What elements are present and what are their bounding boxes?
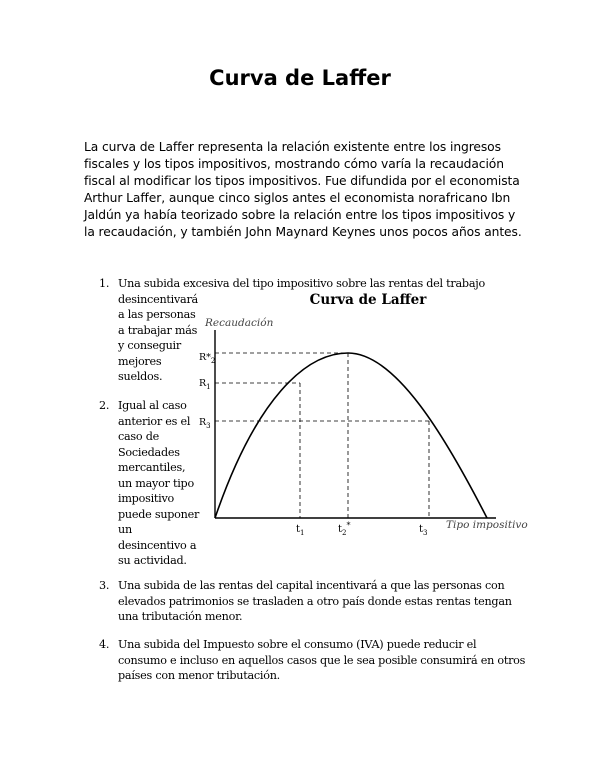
x-tick-t1: $t_1$: [296, 524, 305, 537]
y-tick-r1: $R_1$: [199, 378, 211, 391]
list-number-2: 2.: [99, 399, 110, 412]
laffer-curve: [215, 353, 487, 518]
x-axis-label: Tipo impositivo: [446, 519, 528, 531]
x-tick-t2: $t_2^*$: [338, 521, 351, 537]
list-item-3-text: Una subida de las rentas del capital incentivará a que las personas con elevados patrimonios se trasladen a otro país donde estas rentas tengan una tributación menor.: [118, 579, 512, 623]
list-number-1: 1.: [99, 277, 110, 290]
x-tick-t3: $t_3$: [419, 524, 428, 537]
list-number-3: 3.: [99, 579, 110, 592]
y-tick-r3: $R_3$: [199, 417, 211, 430]
document-title: Curva de Laffer: [209, 66, 391, 90]
laffer-curve-figure: [196, 288, 528, 538]
y-tick-r-star: $R*_2$: [199, 352, 216, 365]
list-item-2-text: Igual al caso anterior es el caso de Sociedades mercantiles, un mayor tipo impositivo puede suponer un desincentivo a su actividad.: [118, 399, 200, 567]
figure-title: Curva de Laffer: [309, 292, 427, 308]
list-item-1-line1: Una subida excesiva del tipo impositivo sobre las rentas del trabajo: [118, 277, 485, 290]
list-number-4: 4.: [99, 638, 110, 651]
y-axis-label: Recaudación: [205, 317, 274, 329]
intro-paragraph: La curva de Laffer representa la relación existente entre los ingresos fiscales y los tipos impositivos, mostrando cómo varía la recaudación fiscal al modificar los tipos impositivos. Fue difundida por el economista Arthur Laffer, aunque cinco siglos antes el economista norafricano Ibn Jaldún ya había teorizado sobre la relación entre los tipos impositivos y la recaudación, y también John Maynard Keynes unos pocos años antes.: [84, 140, 522, 239]
list-item-1-rest: desincentivará a las personas a trabajar más y conseguir mejores sueldos.: [118, 292, 198, 383]
list-item-4-text: Una subida del Impuesto sobre el consumo (IVA) puede reducir el consumo e incluso en aquellos casos que le sea posible consumirá en otros países con menor tributación.: [118, 638, 526, 682]
